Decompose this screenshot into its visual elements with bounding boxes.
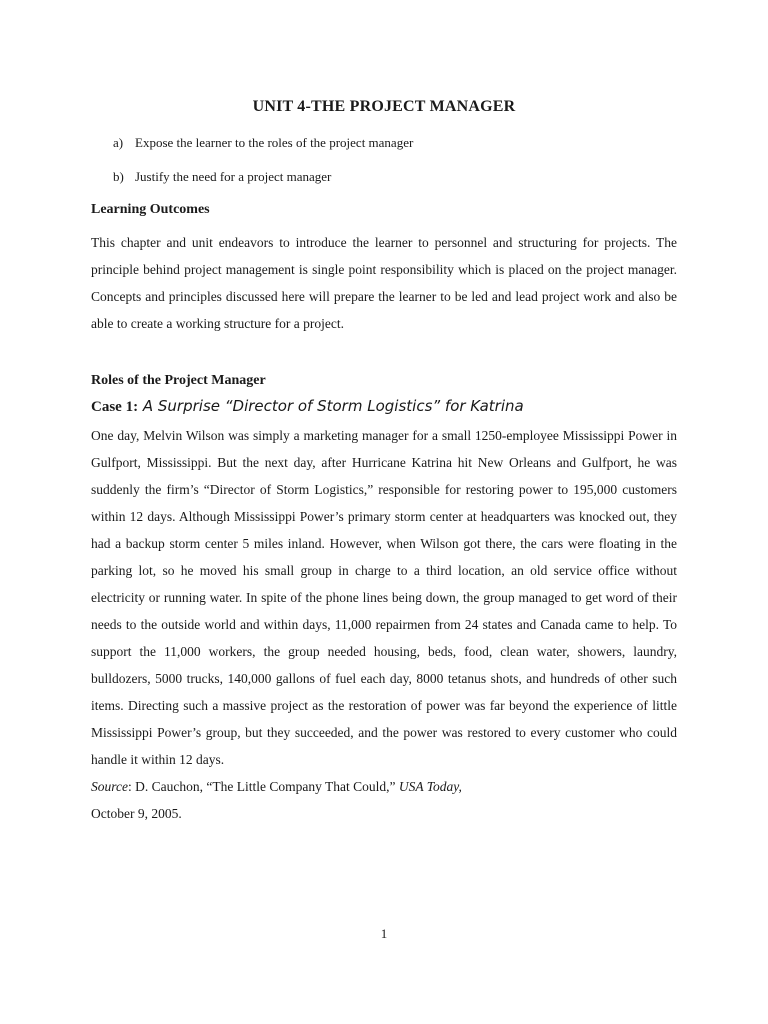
page-number: 1 <box>380 926 388 941</box>
learning-outcomes-heading: Learning Outcomes <box>91 202 210 217</box>
roles-heading: Roles of the Project Manager <box>91 373 266 388</box>
case-label: Case 1: <box>91 399 139 415</box>
source-text: : D. Cauchon, “The Little Company That Could,” <box>128 779 399 794</box>
source-label: Source <box>91 779 128 794</box>
source-line <box>91 773 462 800</box>
objective-text: Expose the learner to the roles of the project manager <box>135 135 414 150</box>
objective-marker: a) <box>113 135 124 150</box>
source-citation <box>91 773 462 827</box>
learning-outcomes-body: This chapter and unit endeavors to introduce the learner to personnel and structuring for projects. The principle behind project management is single point responsibility which is placed on the project manager. Concepts and principles discussed here will prepare the learner to be led and lead project work and also be able to create a working structure for a project. <box>91 235 677 331</box>
objective-item <box>113 169 331 185</box>
source-publication: USA Today, <box>398 779 462 794</box>
objective-marker: b) <box>113 169 124 184</box>
case-heading <box>91 397 524 416</box>
case-body: One day, Melvin Wilson was simply a marketing manager for a small 1250-employee Mississippi Power in Gulfport, Mississippi. But the next day, after Hurricane Katrina hit New Orleans and Gulfport, he was suddenly the firm’s “Director of Storm Logistics,” responsible for restoring power to 195,000 customers within 12 days. Although Mississippi Power’s primary storm center at headquarters was knocked out, they had a backup storm center 5 miles inland. However, when Wilson got there, the cars were floating in the parking lot, so he moved his small group in charge to a third location, an old service office without electricity or running water. In spite of the phone lines being down, the group managed to get word of their needs to the outside world and within days, 11,000 repairmen from 24 states and Canada came to help. To support the 11,000 workers, the group needed housing, beds, food, clean water, showers, laundry, bulldozers, 5000 trucks, 140,000 gallons of fuel each day, 8000 tetanus shots, and hundreds of other such items. Directing such a massive project as the restoration of power was far beyond the experience of little Mississippi Power’s group, but they succeeded, and the power was restored to every customer who could handle it within 12 days. <box>91 428 677 767</box>
objective-text: Justify the need for a project manager <box>135 169 332 184</box>
case-title: A Surprise “Director of Storm Logistics” for Katrina <box>142 397 524 415</box>
source-date: October 9, 2005. <box>91 806 182 821</box>
objective-item <box>113 135 413 151</box>
page-title: UNIT 4-THE PROJECT MANAGER <box>252 98 516 115</box>
